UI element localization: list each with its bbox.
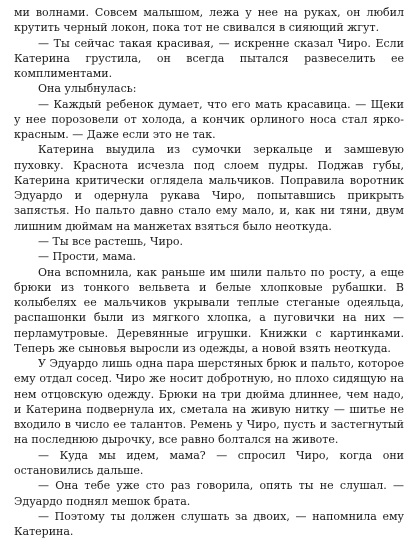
paragraph: — Ты все растешь, Чиро. <box>38 234 184 248</box>
paragraph: — Каждый ребенок думает, что его мать красавица. — Щеки у нее порозовели от холода, а кончик орлиного носа стал ярко-красным. — Даже если это не так. <box>14 97 404 142</box>
paragraph: — Поэтому ты должен слушать за двоих, — напомнила ему Катерина. <box>14 509 404 539</box>
paragraph: — Прости, мама. <box>38 250 137 264</box>
paragraph: ми волнами. Совсем малышом, лежа у нее на руках, он любил крутить черный локон, пока тот не свивался в сияющий жгут. <box>14 6 404 35</box>
paragraph: У Эдуардо лишь одна пара шерстяных брюк и пальто, которое ему отдал сосед. Чиро же носит добротную, но плохо сидящую на нем отцовскую одежду. Брюки на три дюйма длиннее, чем надо, и Катерина подвернула их, сметала на живую нитку — шитье не входило в число ее талантов. Ремень у Чиро, пусть и застегнутый на последнюю дырочку, все равно болтался на животе. <box>14 357 404 447</box>
paragraph: Катерина выудила из сумочки зеркальце и замшевую пуховку. Краснота исчезла под слоем пудры. Поджав губы, Катерина критически оглядела мальчиков. Поправила воротник Эдуардо и одернула рукава Чиро, попытавшись прикрыть запястья. Но пальто давно стало ему мало, и, как ни тяни, двум лишним дюймам на манжетах взяться было неоткуда. <box>14 143 404 233</box>
paragraph: — Куда мы идем, мама? — спросил Чиро, когда они остановились дальше. <box>14 448 404 477</box>
paragraph: — Ты сейчас такая красивая, — искренне сказал Чиро. Если Катерина грустила, он всегда пытался развеселить ее комплиментами. <box>14 36 404 81</box>
paragraph: Она вспомнила, как раньше им шили пальто по росту, а еще брюки из тонкого вельвета и белые хлопковые рубашки. В колыбелях ее мальчиков укрывали теплые стеганые одеяльца, распашонки были из мягкого хлопка, а пуговички на них — перламутровые. Деревянные игрушки. Книжки с картинками. Теперь же сыновья выросли из одежды, а новой взять неоткуда. <box>14 265 404 355</box>
paragraph: Она улыбнулась: <box>38 82 137 96</box>
paragraph: — Она тебе уже сто раз говорила, опять ты не слушал. — Эдуардо поднял мешок брата. <box>14 479 404 508</box>
